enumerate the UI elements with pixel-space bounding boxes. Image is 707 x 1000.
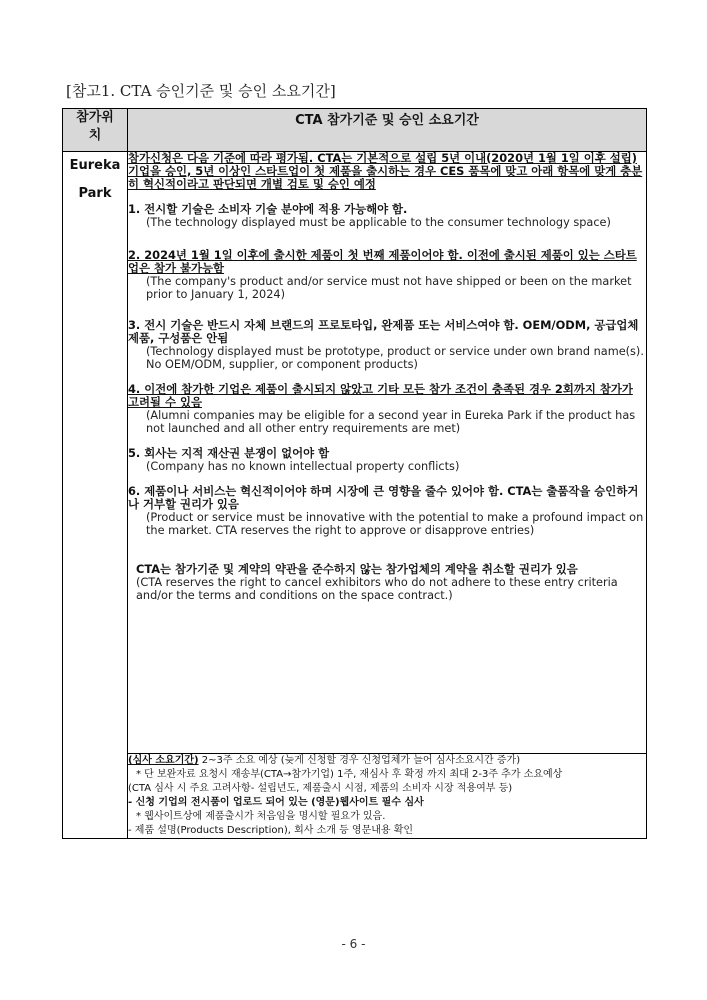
criteria-item-en: (Technology displayed must be prototype, product or service under own brand name(s). No OEM/ODM, supplier, or component products) bbox=[146, 345, 644, 371]
review-line-6: - 제품 설명(Products Description), 회사 소개 등 영문내용 확인 bbox=[128, 825, 414, 836]
review-line-5: * 웹사이트상에 제품출시가 처음임을 명시할 필요가 있음. bbox=[136, 811, 386, 822]
table-row-eureka bbox=[63, 152, 647, 754]
review-line1-text: 2~3주 소요 예상 (늦게 신청할 경우 신청업체가 늘어 심사소요시간 증가) bbox=[198, 755, 521, 766]
criteria-item-en: (Product or service must be innovative with the potential to make a profound impact on the market. CTA reserves the right to approve or disapprove entries) bbox=[146, 511, 644, 537]
table-header-row bbox=[63, 109, 647, 152]
criteria-item-4 bbox=[128, 383, 646, 435]
criteria-item-ko: 3. 전시 기술은 반드시 자체 브랜드의 프로토타입, 완제품 또는 서비스여야 함. OEM/ODM, 공급업체 제품, 구성품은 안됨 bbox=[128, 318, 639, 345]
eureka-park-cell bbox=[63, 152, 128, 839]
criteria-item-en: (The company's product and/or service must not have shipped or been on the market prior to January 1, 2024) bbox=[146, 275, 632, 301]
criteria-item-ko: 4. 이전에 참가한 기업은 제품이 출시되지 않았고 기타 모든 참가 조건이 충족된 경우 2회까지 참가가 고려될 수 있음 bbox=[128, 382, 633, 409]
closing-ko: CTA는 참가기준 및 계약의 약관을 준수하지 않는 참가업체의 계약을 취소할 권리가 있음 bbox=[136, 562, 578, 576]
criteria-item-ko: 5. 회사는 지적 재산권 분쟁이 없어야 함 bbox=[128, 446, 330, 460]
criteria-item-1 bbox=[128, 203, 646, 229]
review-label: (심사 소요기간) bbox=[128, 755, 199, 766]
criteria-table bbox=[62, 108, 647, 839]
review-line-3: (CTA 심사 시 주요 고려사항- 설립년도, 제품출시 시점, 제품의 소비자 시장 적용여부 등) bbox=[128, 783, 513, 794]
criteria-item-6 bbox=[128, 485, 646, 537]
review-period-cell bbox=[128, 754, 647, 839]
criteria-item-ko: 2. 2024년 1월 1일 이후에 출시한 제품이 첫 번째 제품이어야 함. 이전에 출시된 제품이 있는 스타트업은 참가 불가능함 bbox=[128, 248, 637, 275]
intro-text: 참가신청은 다음 기준에 따라 평가됨. CTA는 기본적으로 설립 5년 이내(2020년 1월 1일 이후 설립) 기업을 승인, 5년 이상인 스타트업이 첫 제품을 출시하는 경우 CES 품목에 맞고 아래 항목에 맞게 충분히 혁신적이라고 판단되면 개별 검토 및 승인 예정 bbox=[128, 151, 643, 191]
closing-note bbox=[136, 563, 646, 602]
criteria-item-5 bbox=[128, 447, 646, 473]
criteria-item-en: (The technology displayed must be applicable to the consumer technology space) bbox=[146, 216, 611, 229]
closing-en: (CTA reserves the right to cancel exhibitors who do not adhere to these entry criteria and/or the terms and conditions on the space contract.) bbox=[136, 576, 618, 602]
criteria-body bbox=[128, 152, 647, 754]
page-number: - 6 - bbox=[341, 937, 366, 951]
criteria-item-ko: 6. 제품이나 서비스는 혁신적이어야 하며 시장에 큰 영향을 줄수 있어야 함. CTA는 출품작을 승인하거나 거부할 권리가 있음 bbox=[128, 484, 639, 511]
header-col1-line2: 치 bbox=[88, 128, 102, 143]
review-line-2: * 단 보완자료 요청시 재송부(CTA→참가기업) 1주, 재심사 후 확정 까지 최대 2-3주 추가 소요예상 bbox=[136, 769, 563, 780]
criteria-item-ko: 1. 전시할 기술은 소비자 기술 분야에 적용 가능해야 함. bbox=[128, 202, 408, 216]
criteria-item-3 bbox=[128, 319, 646, 371]
table-row-review bbox=[63, 754, 647, 839]
side-label-line1: Eureka bbox=[69, 158, 121, 173]
header-criteria: CTA 참가기준 및 승인 소요기간 bbox=[128, 109, 647, 152]
side-label-line2: Park bbox=[78, 186, 112, 201]
review-line-1 bbox=[128, 754, 646, 768]
review-line-4: - 신청 기업의 전시품이 업로드 되어 있는 (영문)웹사이트 필수 심사 bbox=[128, 797, 424, 808]
criteria-item-en: (Alumni companies may be eligible for a second year in Eureka Park if the product has not launched and all other entry requirements are met) bbox=[146, 409, 636, 435]
header-col1-line1: 참가위 bbox=[76, 110, 114, 125]
page-title: [참고1. CTA 승인기준 및 승인 소요기간] bbox=[66, 82, 336, 100]
criteria-item-en: (Company has no known intellectual property conflicts) bbox=[146, 460, 460, 473]
criteria-item-2 bbox=[128, 249, 646, 301]
header-participation-location bbox=[63, 109, 128, 152]
